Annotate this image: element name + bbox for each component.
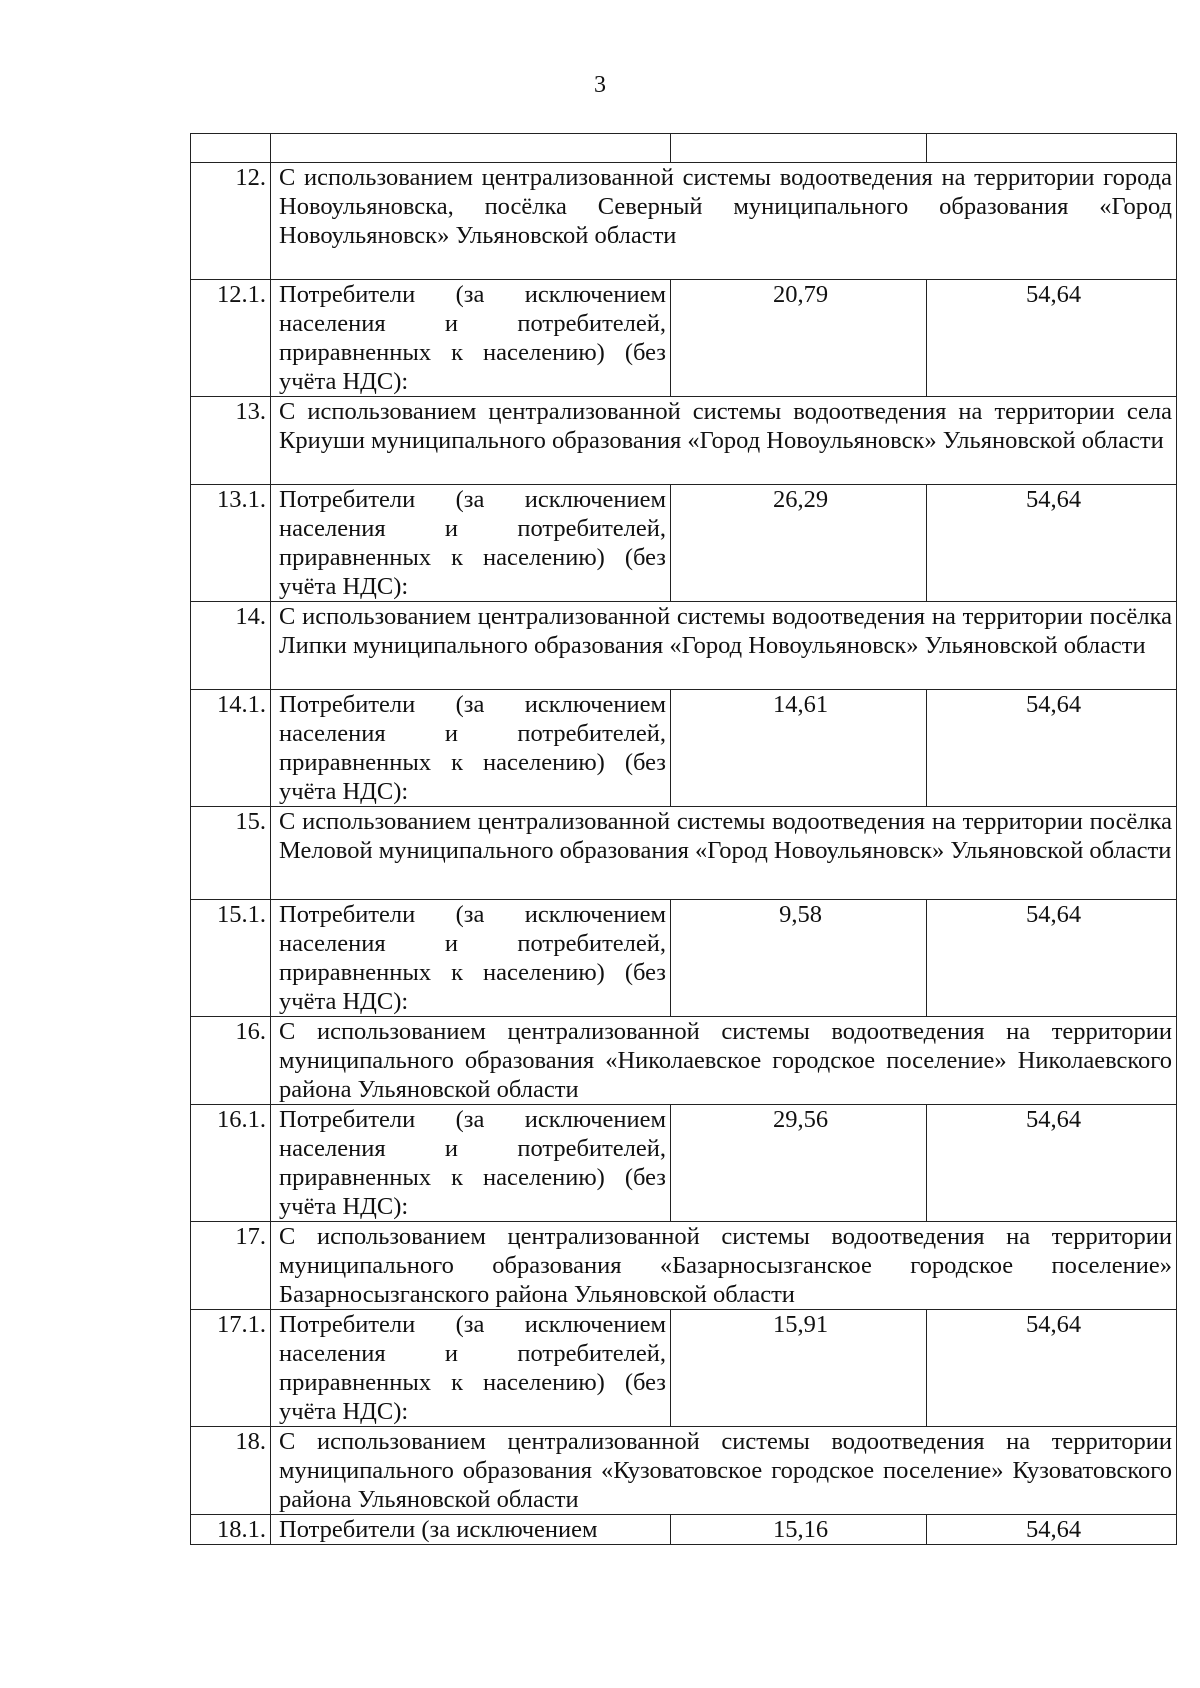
table-row (191, 485, 1177, 602)
tariff-table (190, 133, 1177, 1545)
tariff-value-2: 54,64 (927, 1310, 1177, 1427)
header-cell-value-1 (671, 134, 927, 163)
section-description: С использованием централизованной системы водоотведения на территории города Новоульяновска, посёлка Северный муниципального образования «Город Новоульяновск» Ульяновской области (271, 163, 1177, 280)
tariff-value-1: 20,79 (671, 280, 927, 397)
consumer-description: Потребители (за исключением населения и потребителей, приравненных к населению) (без учёта НДС): (271, 485, 671, 602)
section-description: С использованием централизованной системы водоотведения на территории муниципального образования «Базарносызганское городское поселение» Базарносызганского района Ульяновской области (271, 1222, 1177, 1310)
tariff-value-1: 14,61 (671, 690, 927, 807)
row-number: 15.1. (191, 900, 271, 1017)
table-row (191, 1222, 1177, 1310)
table-row (191, 1515, 1177, 1545)
tariff-value-1: 29,56 (671, 1105, 927, 1222)
tariff-value-1: 9,58 (671, 900, 927, 1017)
consumer-description: Потребители (за исключением населения и потребителей, приравненных к населению) (без учёта НДС): (271, 690, 671, 807)
table-row (191, 690, 1177, 807)
table-row (191, 807, 1177, 900)
row-number: 14.1. (191, 690, 271, 807)
consumer-description: Потребители (за исключением населения и потребителей, приравненных к населению) (без учёта НДС): (271, 900, 671, 1017)
header-cell-value-2 (927, 134, 1177, 163)
section-description: С использованием централизованной системы водоотведения на территории посёлка Меловой муниципального образования «Город Новоульяновск» Ульяновской области (271, 807, 1177, 900)
row-number: 13. (191, 397, 271, 485)
table-row (191, 1427, 1177, 1515)
row-number: 18.1. (191, 1515, 271, 1545)
section-description: С использованием централизованной системы водоотведения на территории муниципального образования «Николаевское городское поселение» Николаевского района Ульяновской области (271, 1017, 1177, 1105)
row-number: 12. (191, 163, 271, 280)
tariff-value-1: 15,16 (671, 1515, 927, 1545)
tariff-value-1: 15,91 (671, 1310, 927, 1427)
row-number: 16. (191, 1017, 271, 1105)
tariff-value-2: 54,64 (927, 1515, 1177, 1545)
row-number: 17.1. (191, 1310, 271, 1427)
tariff-value-2: 54,64 (927, 900, 1177, 1017)
table-row (191, 397, 1177, 485)
row-number: 13.1. (191, 485, 271, 602)
row-number: 14. (191, 602, 271, 690)
row-number: 17. (191, 1222, 271, 1310)
tariff-value-2: 54,64 (927, 485, 1177, 602)
table-row (191, 900, 1177, 1017)
section-description: С использованием централизованной системы водоотведения на территории села Криуши муниципального образования «Город Новоульяновск» Ульяновской области (271, 397, 1177, 485)
section-description: С использованием централизованной системы водоотведения на территории муниципального образования «Кузоватовское городское поселение» Кузоватовского района Ульяновской области (271, 1427, 1177, 1515)
tariff-value-2: 54,64 (927, 280, 1177, 397)
header-cell-desc (271, 134, 671, 163)
row-number: 15. (191, 807, 271, 900)
table-row (191, 280, 1177, 397)
table-header-row (191, 134, 1177, 163)
tariff-value-2: 54,64 (927, 1105, 1177, 1222)
consumer-description: Потребители (за исключением населения и потребителей, приравненных к населению) (без учёта НДС): (271, 1105, 671, 1222)
tariff-value-1: 26,29 (671, 485, 927, 602)
table-row (191, 1105, 1177, 1222)
page-number: 3 (594, 72, 606, 98)
row-number: 12.1. (191, 280, 271, 397)
table-row (191, 1310, 1177, 1427)
table-row (191, 163, 1177, 280)
table-row (191, 602, 1177, 690)
row-number: 18. (191, 1427, 271, 1515)
table-row (191, 1017, 1177, 1105)
row-number: 16.1. (191, 1105, 271, 1222)
section-description: С использованием централизованной системы водоотведения на территории посёлка Липки муниципального образования «Город Новоульяновск» Ульяновской области (271, 602, 1177, 690)
consumer-description: Потребители (за исключением населения и потребителей, приравненных к населению) (без учёта НДС): (271, 1310, 671, 1427)
consumer-description: Потребители (за исключением населения и потребителей, приравненных к населению) (без учёта НДС): (271, 280, 671, 397)
header-cell-num (191, 134, 271, 163)
consumer-description: Потребители (за исключением (271, 1515, 671, 1545)
tariff-value-2: 54,64 (927, 690, 1177, 807)
